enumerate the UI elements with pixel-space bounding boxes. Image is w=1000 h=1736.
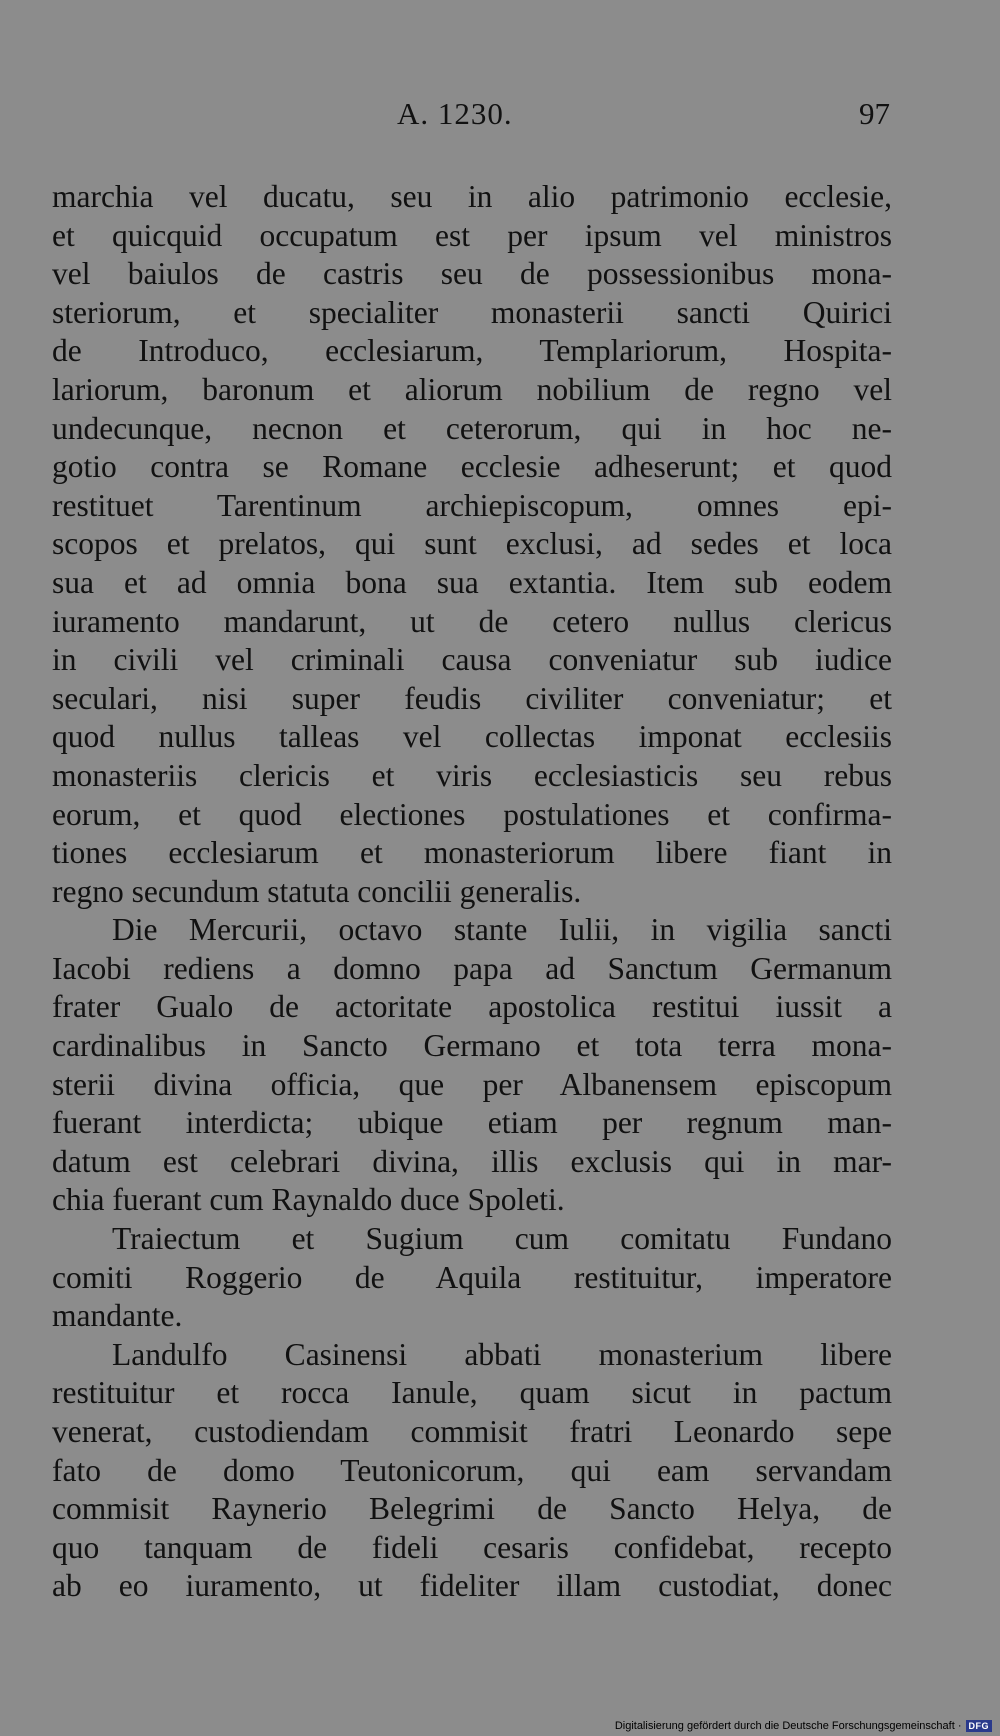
text-line: commisit Raynerio Belegrimi de Sancto Helya, de: [52, 1491, 892, 1527]
text-line: vel baiulos de castris seu de possessionibus mona-: [52, 256, 892, 292]
text-line: Die Mercurii, octavo stante Iulii, in vigilia sancti: [112, 912, 892, 948]
text-line: tiones ecclesiarum et monasteriorum libere fiant in: [52, 835, 892, 871]
text-line: cardinalibus in Sancto Germano et tota terra mona-: [52, 1028, 892, 1064]
text-line: venerat, custodiendam commisit fratri Leonardo sepe: [52, 1414, 892, 1449]
text-line: quod nullus talleas vel collectas imponat ecclesiis: [52, 719, 892, 755]
running-head: A. 1230.: [397, 96, 513, 131]
text-line: Landulfo Casinensi abbati monasterium libere: [112, 1336, 892, 1372]
text-line: marchia vel ducatu, seu in alio patrimonio ecclesie,: [52, 179, 892, 214]
text-line: Traiectum et Sugium cum comitatu Fundano: [112, 1221, 892, 1257]
text-line: frater Gualo de actoritate apostolica restitui iussit a: [52, 989, 892, 1025]
text-line: restituitur et rocca Ianule, quam sicut in pactum: [52, 1375, 892, 1411]
credit-text: Digitalisierung gefördert durch die Deutsche Forschungsgemeinschaft ·: [614, 1720, 962, 1732]
text-line: fuerant interdicta; ubique etiam per regnum man-: [52, 1105, 892, 1141]
text-line: regno secundum statuta concilii generalis.: [52, 873, 582, 909]
page-number: 97: [859, 96, 890, 131]
text-line: ab eo iuramento, ut fideliter illam custodiat, donec: [52, 1568, 892, 1604]
text-line: comiti Roggerio de Aquila restituitur, imperatore: [52, 1259, 892, 1295]
dfg-logo-icon: DFG: [966, 1720, 993, 1732]
text-line: scopos et prelatos, qui sunt exclusi, ad sedes et loca: [52, 526, 892, 562]
text-line: sterii divina officia, que per Albanensem episcopum: [52, 1066, 892, 1102]
text-line: seculari, nisi super feudis civiliter conveniatur; et: [52, 680, 892, 716]
text-line: Iacobi rediens a domno papa ad Sanctum Germanum: [52, 950, 892, 986]
text-line: monasteriis clericis et viris ecclesiasticis seu rebus: [52, 757, 892, 793]
digitization-credit: [615, 1720, 992, 1732]
text-line: restituet Tarentinum archiepiscopum, omnes epi-: [52, 487, 892, 523]
text-line: mandante.: [52, 1298, 183, 1334]
text-line: eorum, et quod electiones postulationes et confirma-: [52, 796, 892, 832]
text-line: datum est celebrari divina, illis exclusis qui in mar-: [52, 1143, 892, 1179]
text-line: quo tanquam de fideli cesaris confidebat, recepto: [52, 1529, 892, 1565]
text-line: chia fuerant cum Raynaldo duce Spoleti.: [52, 1182, 565, 1218]
text-line: undecunque, necnon et ceterorum, qui in hoc ne-: [52, 410, 892, 446]
text-line: et quicquid occupatum est per ipsum vel ministros: [52, 217, 892, 253]
text-line: lariorum, baronum et aliorum nobilium de regno vel: [52, 371, 892, 407]
body-text: [52, 178, 892, 1606]
text-line: fato de domo Teutonicorum, qui eam servandam: [52, 1452, 892, 1488]
text-line: steriorum, et specialiter monasterii sancti Quirici: [52, 294, 892, 330]
text-line: sua et ad omnia bona sua extantia. Item sub eodem: [52, 564, 892, 600]
text-line: in civili vel criminali causa conveniatur sub iudice: [52, 642, 892, 678]
text-line: iuramento mandarunt, ut de cetero nullus clericus: [52, 603, 892, 639]
text-line: gotio contra se Romane ecclesie adheserunt; et quod: [52, 449, 892, 485]
text-line: de Introduco, ecclesiarum, Templariorum, Hospita-: [52, 333, 892, 369]
page-header: [52, 96, 890, 140]
